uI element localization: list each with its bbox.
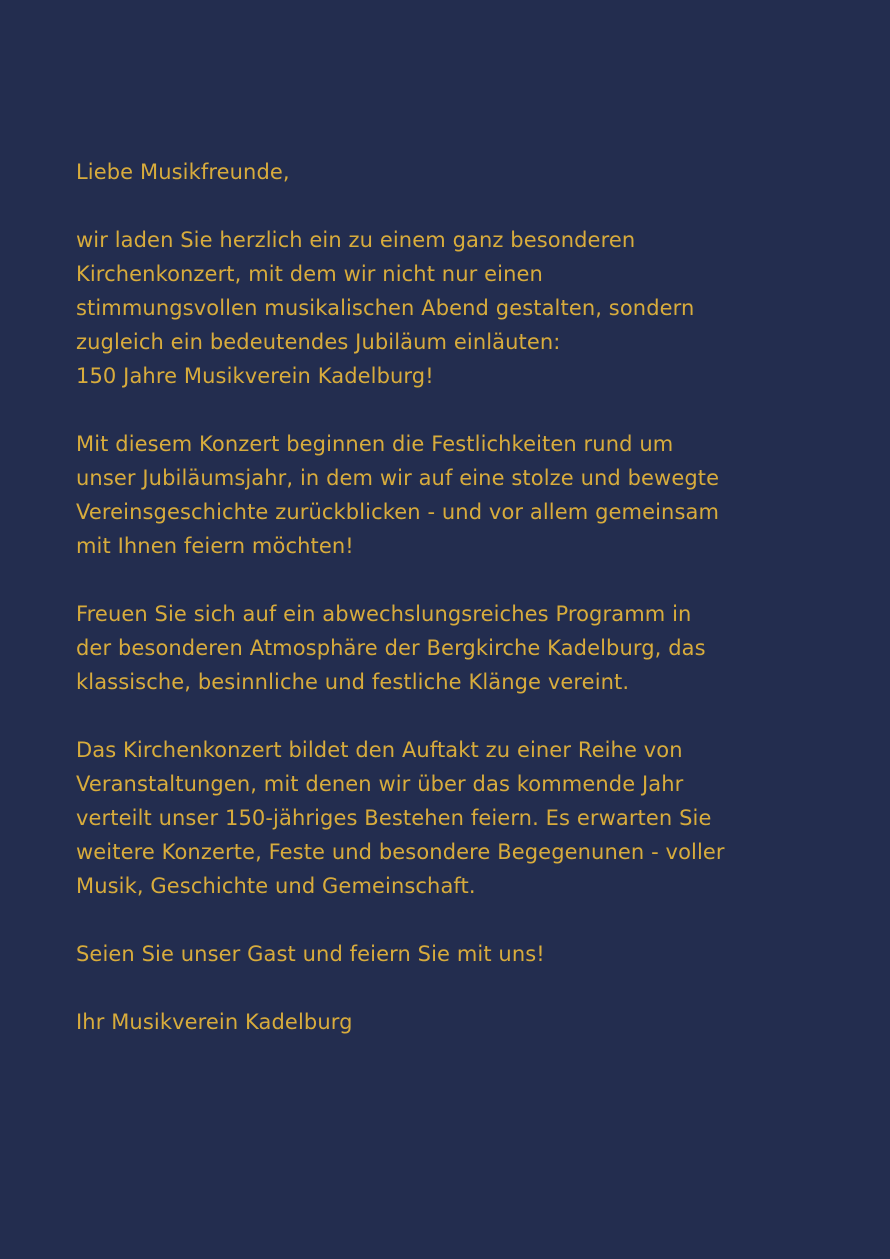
text-line: der besonderen Atmosphäre der Bergkirche Kadelburg, das xyxy=(76,636,706,660)
text-line: mit Ihnen feiern möchten! xyxy=(76,534,354,558)
text-line: Seien Sie unser Gast und feiern Sie mit uns! xyxy=(76,942,545,966)
text-line: zugleich ein bedeutendes Jubiläum einläuten: xyxy=(76,330,561,354)
text-line: Kirchenkonzert, mit dem wir nicht nur einen xyxy=(76,262,543,286)
paragraph-invitation xyxy=(76,223,836,393)
text-line: verteilt unser 150-jähriges Bestehen feiern. Es erwarten Sie xyxy=(76,806,712,830)
text-line: Veranstaltungen, mit denen wir über das kommende Jahr xyxy=(76,772,684,796)
text-line: Musik, Geschichte und Gemeinschaft. xyxy=(76,874,476,898)
text-line: stimmungsvollen musikalischen Abend gestalten, sondern xyxy=(76,296,695,320)
text-line: Mit diesem Konzert beginnen die Festlichkeiten rund um xyxy=(76,432,674,456)
salutation: Liebe Musikfreunde, xyxy=(76,160,290,184)
text-line: klassische, besinnliche und festliche Klänge vereint. xyxy=(76,670,630,694)
letter-body xyxy=(76,155,836,1073)
paragraph-events xyxy=(76,733,836,903)
text-line: unser Jubiläumsjahr, in dem wir auf eine stolze und bewegte xyxy=(76,466,720,490)
text-line: 150 Jahre Musikverein Kadelburg! xyxy=(76,364,434,388)
paragraph-closing xyxy=(76,937,836,971)
text-line: weitere Konzerte, Feste und besondere Begegenunen - voller xyxy=(76,840,725,864)
text-line: wir laden Sie herzlich ein zu einem ganz besonderen xyxy=(76,228,636,252)
text-line: Das Kirchenkonzert bildet den Auftakt zu einer Reihe von xyxy=(76,738,683,762)
paragraph-festivities xyxy=(76,427,836,563)
text-line: Vereinsgeschichte zurückblicken - und vor allem gemeinsam xyxy=(76,500,720,524)
text-line: Freuen Sie sich auf ein abwechslungsreiches Programm in xyxy=(76,602,692,626)
paragraph-programme xyxy=(76,597,836,699)
signature: Ihr Musikverein Kadelburg xyxy=(76,1010,353,1034)
